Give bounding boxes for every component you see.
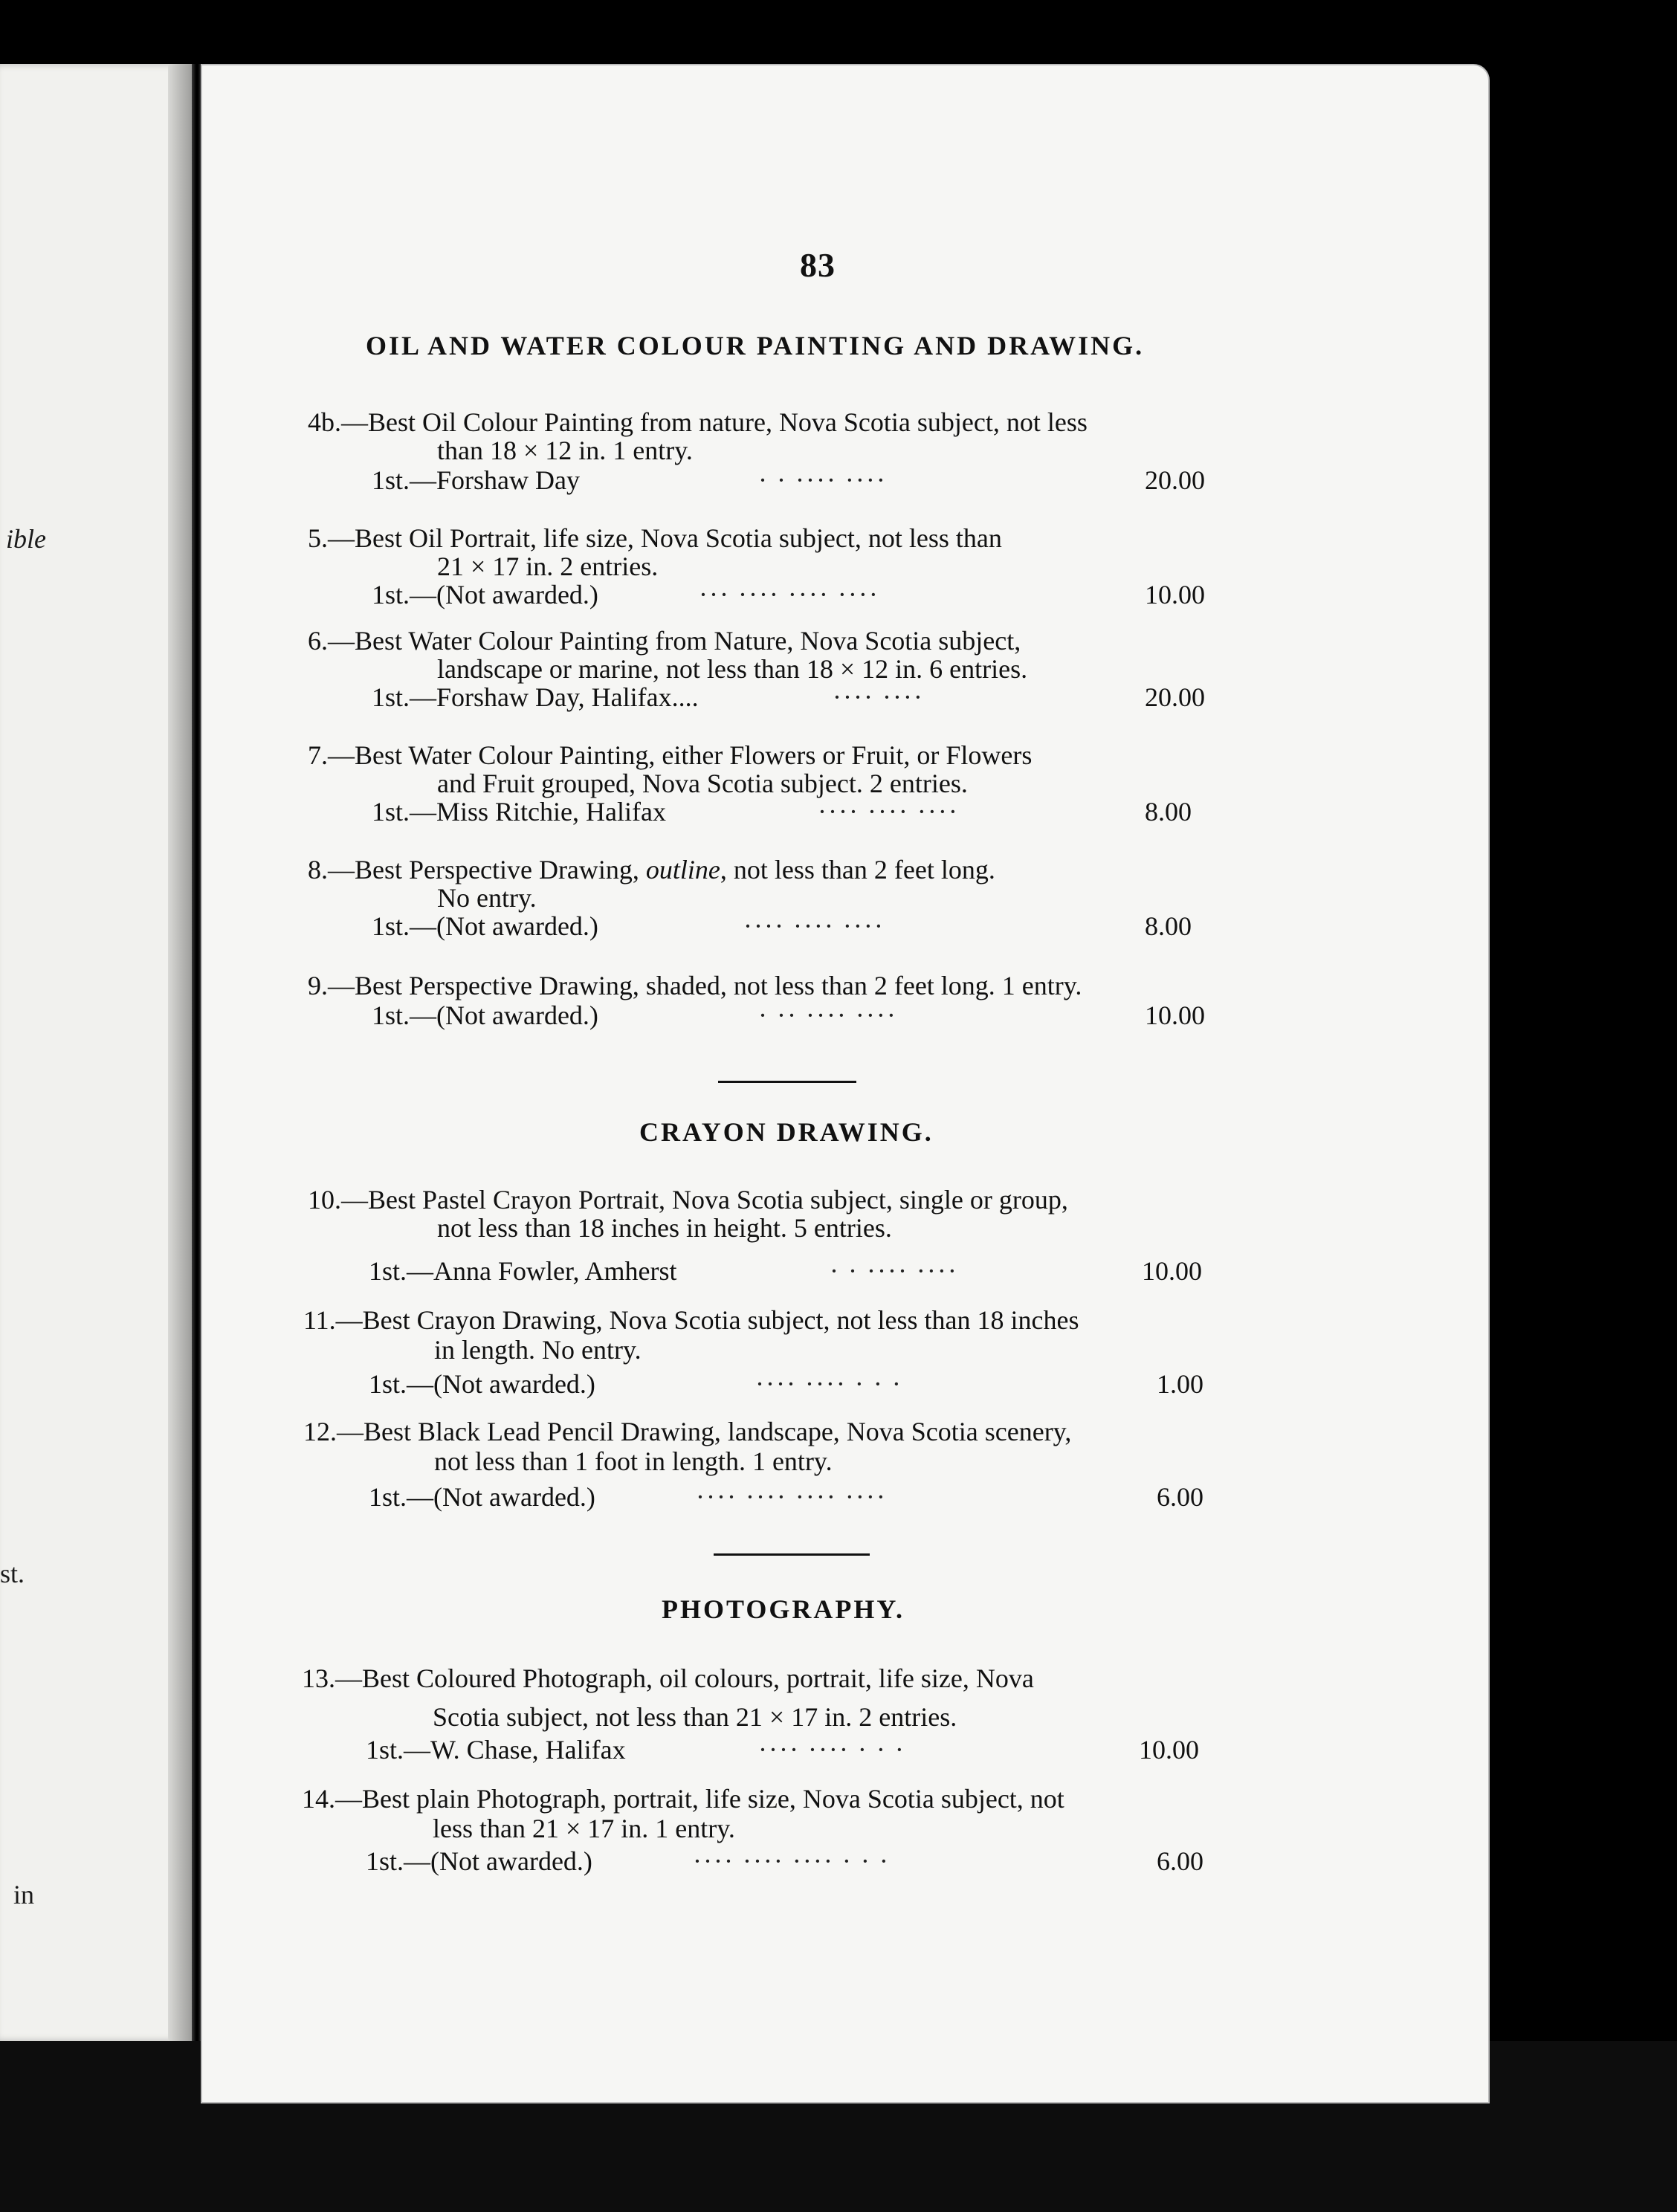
entry-description: 10.—Best Pastel Crayon Portrait, Nova Scotia subject, single or group, xyxy=(308,1185,1068,1215)
award-row xyxy=(372,580,1227,612)
award-recipient: 1st.—(Not awarded.) xyxy=(372,1000,598,1030)
award-amount: 6.00 xyxy=(1157,1482,1203,1512)
entry-description: 11.—Best Crayon Drawing, Nova Scotia subject, not less than 18 inches xyxy=(303,1305,1079,1335)
scan-background-right xyxy=(1487,0,1677,2212)
dot-leaders: ···· ···· ···· xyxy=(743,911,885,941)
entry-description: 9.—Best Perspective Drawing, shaded, not less than 2 feet long. 1 entry. xyxy=(308,971,1082,1000)
dot-leaders: ···· ···· · · · xyxy=(758,1735,905,1765)
previous-page-fragment: st. xyxy=(0,1559,25,1588)
previous-page-edge xyxy=(0,64,192,2041)
dot-leaders: ···· ···· ···· xyxy=(818,797,959,827)
award-row xyxy=(372,797,1227,830)
entry-description: 7.—Best Water Colour Painting, either Flowers or Fruit, or Flowers xyxy=(308,740,1033,770)
award-amount: 8.00 xyxy=(1145,797,1192,827)
entry-description-cont: 21 × 17 in. 2 entries. xyxy=(437,552,659,581)
award-amount: 20.00 xyxy=(1145,465,1205,495)
previous-page-fragment: in xyxy=(13,1880,35,1909)
entry-description: 5.—Best Oil Portrait, life size, Nova Scotia subject, not less than xyxy=(308,523,1002,553)
award-recipient: 1st.—W. Chase, Halifax xyxy=(366,1735,626,1765)
award-row xyxy=(369,1369,1224,1402)
dot-leaders: ···· ···· xyxy=(833,682,924,712)
entry-description-cont: not less than 18 inches in height. 5 entries. xyxy=(437,1213,892,1243)
entry-description-cont: not less than 1 foot in length. 1 entry. xyxy=(434,1446,833,1476)
award-recipient: 1st.—(Not awarded.) xyxy=(369,1369,595,1399)
section-title-oil-water: OIL AND WATER COLOUR PAINTING AND DRAWING. xyxy=(366,331,1145,360)
entry-description-cont: less than 21 × 17 in. 1 entry. xyxy=(433,1814,735,1843)
award-recipient: 1st.—(Not awarded.) xyxy=(369,1482,595,1512)
award-row xyxy=(366,1846,1221,1879)
section-divider xyxy=(718,1081,856,1083)
award-recipient: 1st.—Miss Ritchie, Halifax xyxy=(372,797,666,827)
entry-description-cont: landscape or marine, not less than 18 × 12 in. 6 entries. xyxy=(437,654,1028,684)
award-row xyxy=(366,1735,1221,1768)
award-recipient: 1st.—Anna Fowler, Amherst xyxy=(369,1256,677,1286)
award-recipient: 1st.—Forshaw Day, Halifax.... xyxy=(372,682,699,712)
entry-description: 6.—Best Water Colour Painting from Nature, Nova Scotia subject, xyxy=(308,626,1021,656)
award-row xyxy=(372,465,1227,498)
award-row xyxy=(372,682,1227,715)
award-amount: 20.00 xyxy=(1145,682,1205,712)
page-gutter-shadow xyxy=(168,64,193,2041)
award-amount: 10.00 xyxy=(1142,1256,1202,1286)
award-amount: 10.00 xyxy=(1139,1735,1199,1765)
award-row xyxy=(369,1256,1224,1289)
previous-page-fragment: ible xyxy=(6,524,46,554)
entry-description: 13.—Best Coloured Photograph, oil colours, portrait, life size, Nova xyxy=(302,1663,1034,1693)
book-spine-line xyxy=(192,64,202,2041)
dot-leaders: · · ···· ···· xyxy=(830,1256,958,1286)
award-recipient: 1st.—(Not awarded.) xyxy=(366,1846,592,1876)
entry-description: 8.—Best Perspective Drawing, outline, not less than 2 feet long. xyxy=(308,855,995,885)
dot-leaders: ···· ···· ···· ···· xyxy=(696,1482,887,1512)
award-amount: 10.00 xyxy=(1145,580,1205,609)
italic-word: outline xyxy=(645,855,720,885)
award-row xyxy=(372,1000,1227,1033)
award-recipient: 1st.—(Not awarded.) xyxy=(372,580,598,609)
award-amount: 8.00 xyxy=(1145,911,1192,941)
dot-leaders: ···· ···· ···· · · · xyxy=(693,1846,890,1876)
section-divider xyxy=(714,1553,870,1556)
dot-leaders: ···· ···· · · · xyxy=(755,1369,902,1399)
entry-description: 14.—Best plain Photograph, portrait, life size, Nova Scotia subject, not xyxy=(302,1784,1064,1814)
section-title-photography: PHOTOGRAPHY. xyxy=(662,1594,905,1624)
page-number: 83 xyxy=(800,246,836,284)
dot-leaders: ··· ···· ···· ···· xyxy=(699,580,879,609)
entry-description: 4b.—Best Oil Colour Painting from nature, Nova Scotia subject, not less xyxy=(308,407,1088,437)
award-amount: 1.00 xyxy=(1157,1369,1203,1399)
award-recipient: 1st.—(Not awarded.) xyxy=(372,911,598,941)
dot-leaders: · · ···· ···· xyxy=(758,465,887,495)
entry-description-cont: in length. No entry. xyxy=(434,1335,642,1365)
award-amount: 6.00 xyxy=(1157,1846,1203,1876)
entry-description-cont: No entry. xyxy=(437,883,537,913)
award-row xyxy=(369,1482,1224,1515)
entry-description-cont: than 18 × 12 in. 1 entry. xyxy=(437,436,693,465)
entry-description-cont: Scotia subject, not less than 21 × 17 in. 2 entries. xyxy=(433,1702,957,1732)
award-recipient: 1st.—Forshaw Day xyxy=(372,465,580,495)
award-row xyxy=(372,911,1227,944)
dot-leaders: · ·· ···· ···· xyxy=(758,1000,897,1030)
award-amount: 10.00 xyxy=(1145,1000,1205,1030)
entry-description-cont: and Fruit grouped, Nova Scotia subject. 2 entries. xyxy=(437,769,968,798)
entry-description: 12.—Best Black Lead Pencil Drawing, landscape, Nova Scotia scenery, xyxy=(303,1417,1072,1446)
section-title-crayon: CRAYON DRAWING. xyxy=(639,1117,934,1147)
